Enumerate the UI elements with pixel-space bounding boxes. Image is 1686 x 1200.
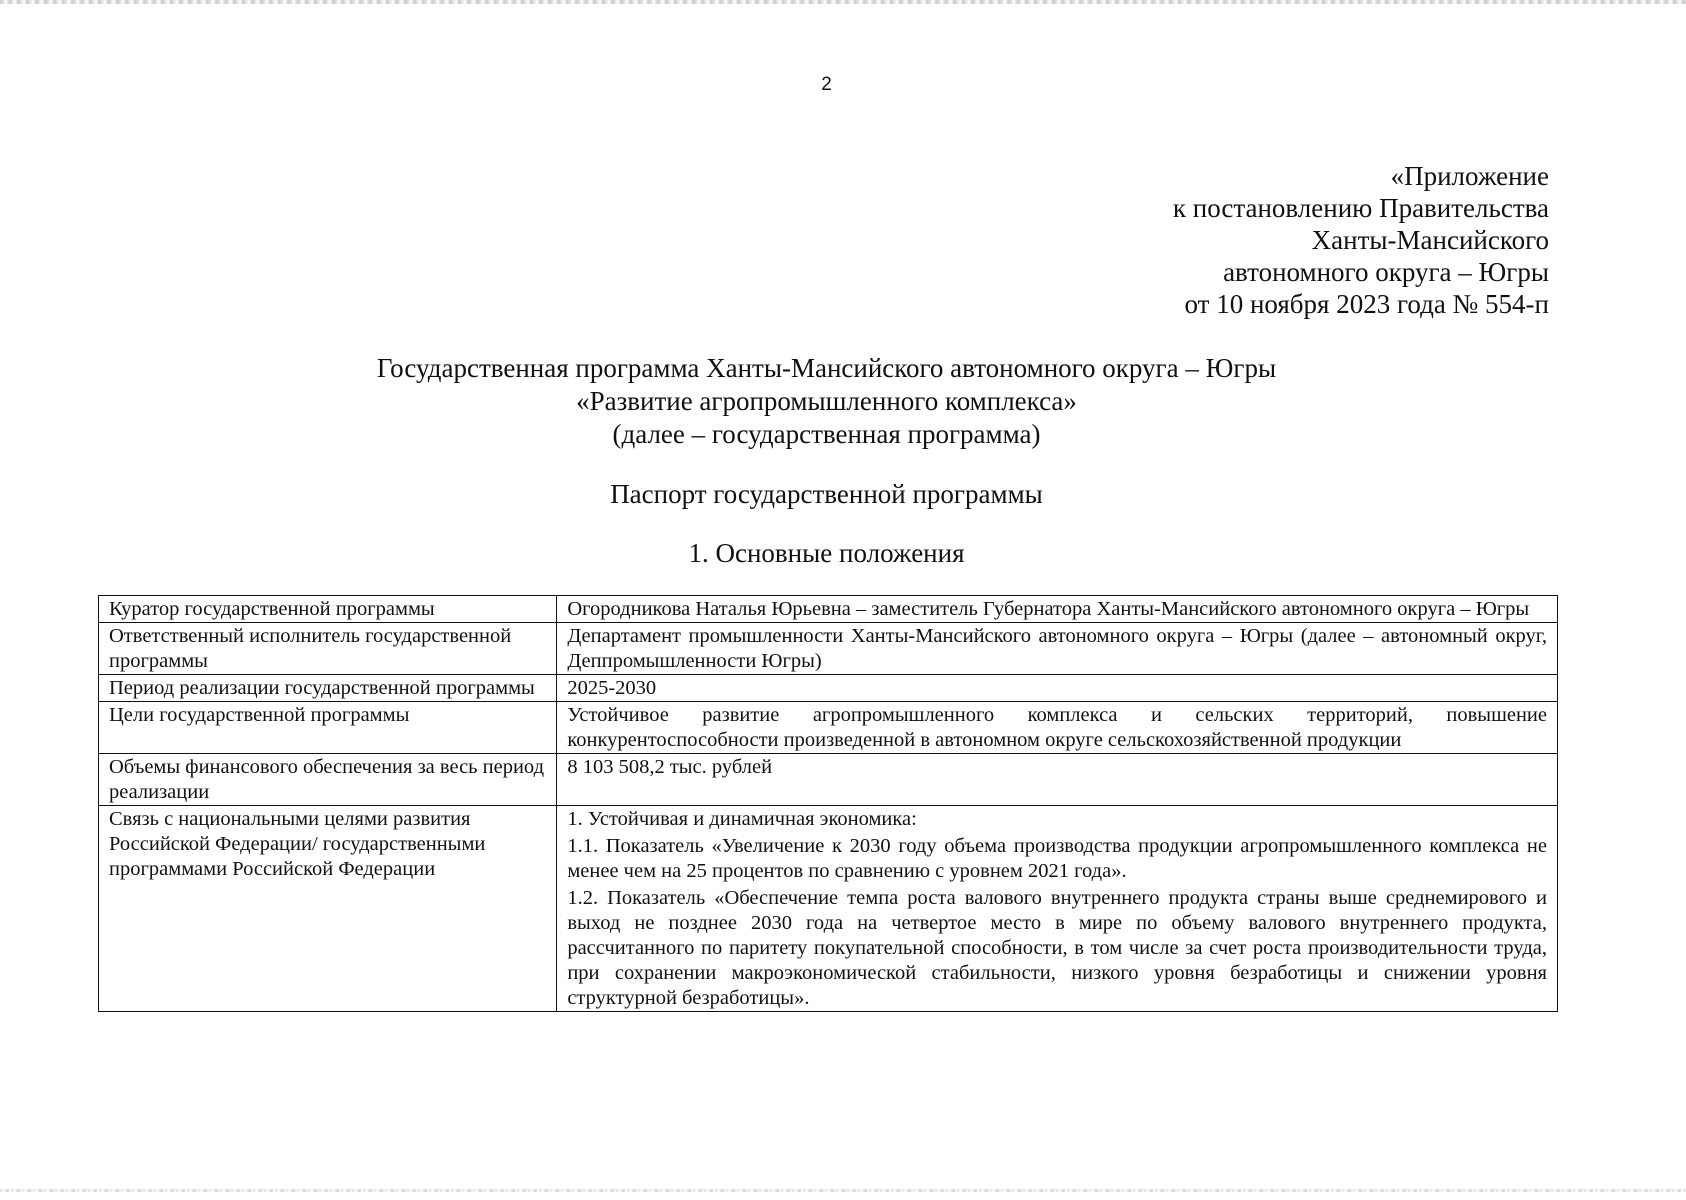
row-value <box>557 806 1558 1012</box>
program-title-line: Государственная программа Ханты-Мансийского автономного округа – Югры <box>376 353 1277 383</box>
approval-line: «Приложение <box>1390 161 1549 191</box>
passport-table <box>98 595 1558 1012</box>
approval-block <box>1173 160 1549 320</box>
row-value <box>557 754 1558 806</box>
approval-line: автономного округа – Югры <box>1223 257 1549 287</box>
row-value-paragraph: 1. Устойчивая и динамичная экономика: <box>567 808 917 830</box>
row-value-paragraph: 2025-2030 <box>567 677 657 699</box>
program-title-line: (далее – государственная программа) <box>612 419 1041 449</box>
row-value <box>557 675 1558 702</box>
section-title: 1. Основные положения <box>688 538 965 568</box>
row-value <box>557 596 1558 623</box>
row-value-paragraph: 8 103 508,2 тыс. рублей <box>567 756 773 778</box>
page-number: 2 <box>821 74 832 95</box>
row-label: Связь с национальными целями развития Российской Федерации/ государственными программами Российской Федерации <box>99 806 557 1012</box>
passport-title: Паспорт государственной программы <box>610 479 1043 509</box>
table-row <box>99 623 1558 675</box>
approval-line: от 10 ноября 2023 года № 554-п <box>1184 289 1549 319</box>
row-value-paragraph: 1.2. Показатель «Обеспечение темпа роста валового внутреннего продукта страны выше среднемирового и выход не позднее 2030 года на четвертое место в мире по объему валового внутреннего продукта, рассчитанного по паритету покупательной способности, в том числе за счет роста производительности труда, при сохранении макроэкономической стабильности, низкого уровня безработицы и снижении уровня структурной безработицы». <box>567 887 1547 1009</box>
table-row <box>99 754 1558 806</box>
program-title-line: «Развитие агропромышленного комплекса» <box>576 386 1077 416</box>
scan-edge-bottom <box>0 1189 1686 1192</box>
approval-line: Ханты-Мансийского <box>1311 225 1549 255</box>
row-label: Объемы финансового обеспечения за весь период реализации <box>99 754 557 806</box>
row-value <box>557 702 1558 754</box>
program-title <box>0 352 1653 451</box>
row-label: Ответственный исполнитель государственной программы <box>99 623 557 675</box>
row-value <box>557 623 1558 675</box>
approval-line: к постановлению Правительства <box>1172 193 1549 223</box>
row-value-paragraph: Устойчивое развитие агропромышленного комплекса и сельских территорий, повышение конкурентоспособности произведенной в автономном округе сельскохозяйственной продукции <box>567 704 1547 751</box>
row-label: Куратор государственной программы <box>99 596 557 623</box>
table-row <box>99 596 1558 623</box>
row-value-paragraph: Огородникова Наталья Юрьевна – заместитель Губернатора Ханты-Мансийского автономного округа – Югры <box>567 598 1530 620</box>
row-value-paragraph: 1.1. Показатель «Увеличение к 2030 году объема производства продукции агропромышленного комплекса не менее чем на 25 процентов по сравнению с уровнем 2021 года». <box>567 835 1547 882</box>
table-row <box>99 675 1558 702</box>
table-row <box>99 702 1558 754</box>
row-value-paragraph: Департамент промышленности Ханты-Мансийского автономного округа – Югры (далее – автономный округ, Деппромышленности Югры) <box>567 625 1547 672</box>
row-label: Период реализации государственной программы <box>99 675 557 702</box>
table-row <box>99 806 1558 1012</box>
scan-edge-top <box>0 0 1686 4</box>
row-label: Цели государственной программы <box>99 702 557 754</box>
